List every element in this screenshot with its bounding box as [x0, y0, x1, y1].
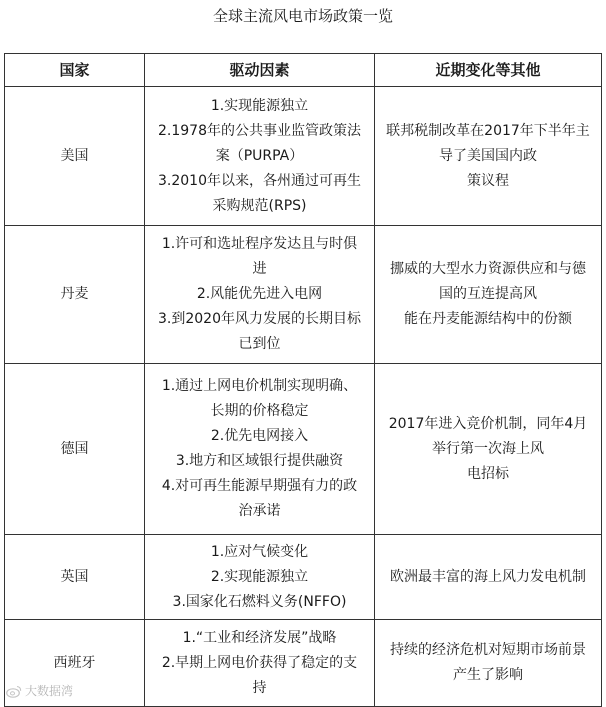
- driver-line: 2.1978年的公共事业监管政策法: [158, 122, 361, 139]
- watermark: [6, 683, 73, 699]
- changes-cell: [375, 226, 602, 364]
- changes-cell: [375, 535, 602, 620]
- change-line: 举行第一次海上风: [432, 440, 544, 457]
- driver-line: 治承诺: [238, 503, 281, 519]
- table-row: [5, 87, 602, 226]
- driver-line: 2.优先电网接入: [210, 428, 309, 444]
- driver-line: 1.应对气候变化: [210, 543, 309, 560]
- page-title: 全球主流风电市场政策一览: [212, 7, 393, 25]
- country-cell: 西班牙: [5, 620, 145, 707]
- driver-line: 4.对可再生能源早期强有力的政: [161, 478, 358, 494]
- changes-cell: [375, 87, 602, 226]
- watermark-text: 大数据湾: [25, 684, 74, 698]
- changes-cell: [375, 364, 602, 535]
- driver-line: 3.2010年以来，各州通过可再生: [158, 172, 361, 189]
- change-line: 挪威的大型水力资源供应和与德: [390, 261, 586, 277]
- header-changes: 近期变化等其他: [375, 54, 602, 87]
- country-cell: 英国: [5, 535, 145, 620]
- drivers-cell: [145, 364, 375, 535]
- table-header-row: [5, 54, 602, 87]
- driver-line: 2.早期上网电价获得了稳定的支: [161, 654, 358, 671]
- change-line: 产生了影响: [453, 667, 523, 683]
- change-line: 联邦税制改革在2017年下半年主: [386, 122, 590, 139]
- driver-line: 1.实现能源独立: [210, 97, 309, 114]
- changes-cell: [375, 620, 602, 707]
- change-line: 电招标: [467, 465, 509, 482]
- country-cell: 美国: [5, 87, 145, 226]
- driver-line: 2.风能优先进入电网: [196, 286, 323, 302]
- driver-line: 采购规范(RPS): [212, 197, 307, 214]
- policy-table: [4, 53, 602, 707]
- change-line: 国的互连提高风: [439, 286, 537, 302]
- change-line: 导了美国国内政: [439, 147, 537, 164]
- driver-line: 1.通过上网电价机制实现明确、: [161, 378, 358, 394]
- change-line: 欧洲最丰富的海上风力发电机制: [390, 568, 586, 585]
- drivers-cell: [145, 620, 375, 707]
- drivers-cell: [145, 87, 375, 226]
- header-drivers: 驱动因素: [145, 54, 375, 87]
- driver-line: 持: [252, 679, 267, 696]
- drivers-cell: [145, 535, 375, 620]
- table-row: [5, 364, 602, 535]
- driver-line: 案（PURPA）: [215, 147, 304, 164]
- drivers-cell: [145, 226, 375, 364]
- change-line: 2017年进入竞价机制，同年4月: [388, 415, 588, 432]
- driver-line: 已到位: [238, 336, 281, 352]
- country-cell: 丹麦: [5, 226, 145, 364]
- table-row: [5, 226, 602, 364]
- driver-line: 1.“工业和经济发展”战略: [182, 629, 337, 646]
- change-line: 持续的经济危机对短期市场前景: [390, 642, 586, 658]
- table-row: [5, 535, 602, 620]
- driver-line: 1.许可和选址程序发达且与时俱: [161, 236, 358, 252]
- driver-line: 长期的价格稳定: [210, 403, 309, 419]
- driver-line: 3.地方和区域银行提供融资: [175, 453, 344, 469]
- driver-line: 3.到2020年风力发展的长期目标: [158, 311, 361, 327]
- change-line: 策议程: [467, 172, 509, 189]
- driver-line: 2.实现能源独立: [210, 568, 309, 585]
- table-row: [5, 620, 602, 707]
- header-country: 国家: [5, 54, 145, 87]
- change-line: 能在丹麦能源结构中的份额: [404, 311, 572, 327]
- driver-line: 3.国家化石燃料义务(NFFO): [172, 593, 347, 610]
- driver-line: 进: [252, 261, 267, 277]
- country-cell: 德国: [5, 364, 145, 535]
- weibo-icon: [6, 685, 22, 698]
